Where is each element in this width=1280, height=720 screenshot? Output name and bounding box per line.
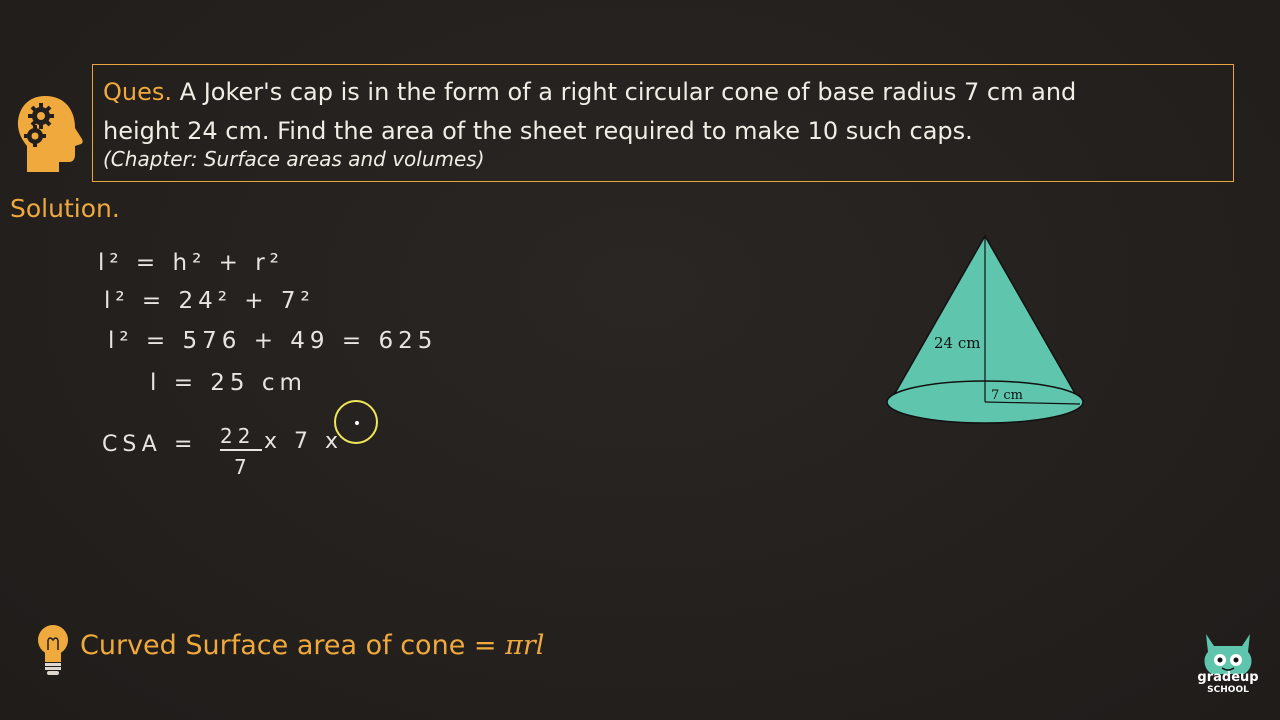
solution-step-1: l² = h² + r²: [98, 250, 284, 276]
brand-wordmark: [1190, 672, 1266, 696]
question-text-2: height 24 cm. Find the area of the sheet required to make 10 such caps.: [103, 117, 973, 145]
formula-text: Curved Surface area of cone =: [80, 630, 506, 661]
height-label: 24 cm: [934, 334, 981, 352]
csa-rest: x 7 x: [264, 429, 344, 454]
solution-step-3: l² = 576 + 49 = 625: [108, 328, 438, 354]
brand-sub: SCHOOL: [1207, 685, 1249, 695]
solution-step-2: l² = 24² + 7²: [104, 288, 315, 314]
radius-label: 7 cm: [991, 388, 1024, 403]
csa-denominator: 7: [234, 455, 252, 479]
csa-label: CSA: [102, 432, 162, 457]
pen-cursor-dot: [355, 421, 359, 425]
solution-step-4: l = 25 cm: [150, 370, 307, 396]
brand-name: gradeup: [1197, 670, 1259, 685]
question-chapter: (Chapter: Surface areas and volumes): [103, 147, 485, 171]
csa-equals: =: [174, 432, 198, 457]
pen-cursor: [334, 400, 378, 444]
csa-numerator: 22: [220, 424, 256, 448]
question-text-1: A Joker's cap is in the form of a right circular cone of base radius 7 cm and: [179, 78, 1077, 106]
question-label: Ques.: [103, 78, 172, 106]
solution-title: Solution.: [10, 194, 120, 223]
lightbulb-icon: [33, 622, 73, 678]
formula-hint: [80, 630, 544, 661]
formula-math: πrl: [505, 630, 545, 661]
cone-diagram: [880, 228, 1090, 428]
